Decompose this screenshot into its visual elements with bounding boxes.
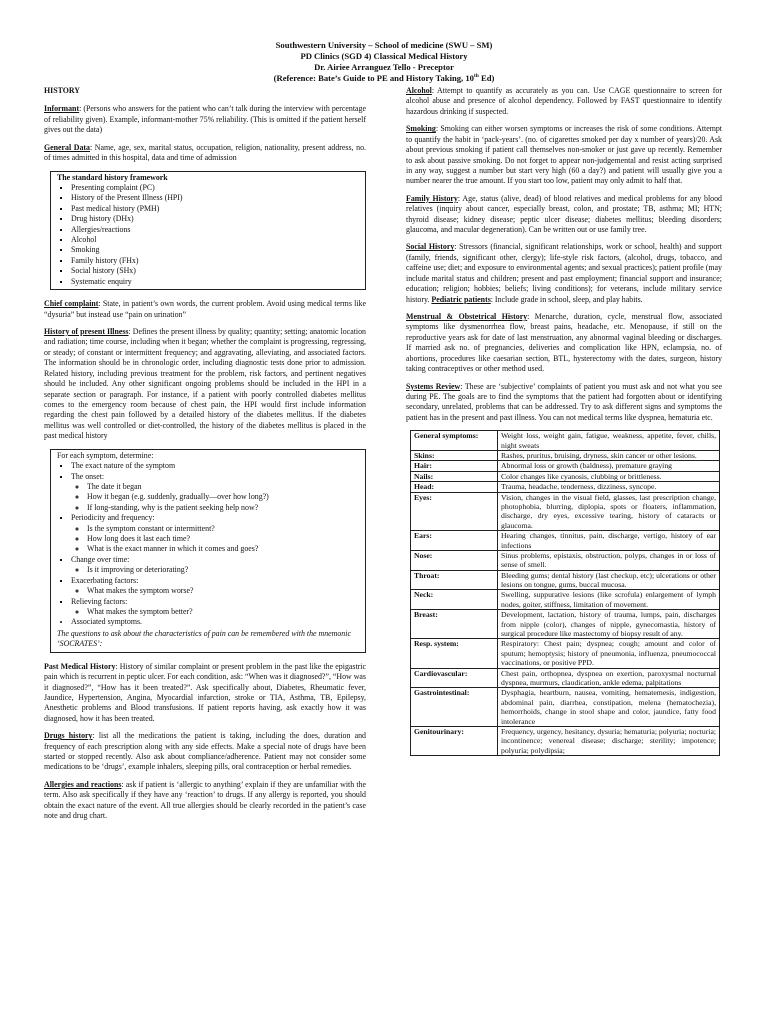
framework-item: ▪ Drug history (DHx) <box>71 214 359 224</box>
system-cell: General symptoms: <box>411 431 498 451</box>
exacerbating-sublist <box>71 586 359 596</box>
header-course: PD Clinics (SGD 4) Classical Medical History <box>300 50 468 61</box>
hpi-label: History of present Illness <box>44 327 129 337</box>
informant-label: Informant <box>44 104 80 114</box>
chief-complaint-label: Chief complaint <box>44 299 99 309</box>
family-history-label: Family History <box>406 193 458 203</box>
symptom-item-label: Change over time: <box>71 554 130 564</box>
general-data-text: : Name, age, sex, marital status, occupation, religion, nationality, present address, no. of times admitted in this hospital, data and time of admission <box>44 142 366 163</box>
onset-subitem: ◦ How it began (e.g. suddenly, gradually—over how long?) <box>87 492 359 502</box>
table-row <box>411 461 720 471</box>
smoking-label: Smoking <box>406 124 436 134</box>
allergies-label: Allergies and reactions <box>44 779 122 789</box>
header-reference: (Reference: Bate’s Guide to PE and History Taking, 10th Ed) <box>273 72 495 83</box>
system-cell: Hair: <box>411 461 498 471</box>
table-row <box>411 610 720 639</box>
table-row <box>411 590 720 610</box>
system-cell: Nails: <box>411 471 498 481</box>
table-row <box>411 570 720 590</box>
document-header <box>0 40 768 84</box>
symptom-box <box>50 449 366 653</box>
history-framework-box <box>50 171 366 291</box>
table-row <box>411 431 720 451</box>
symptom-item-label: Relieving factors: <box>71 596 128 606</box>
findings-cell: Bleeding gums; dental history (last checkup, etc); ulcerations or other lesions on tongue, gums, buccal mucosa. <box>498 570 720 590</box>
framework-item: ▪ History of the Present Illness (HPI) <box>71 193 359 203</box>
table-row <box>411 531 720 551</box>
findings-cell: Dysphagia, heartburn, nausea, vomiting, hematemesis, indigestion, abdominal pain, diarrhea, constipation, melena (hematochezia), hemorrhoids, change in stool shape and color, jaundice, fatty food intolerance <box>498 688 720 727</box>
chief-complaint-paragraph <box>44 299 366 320</box>
pmh-text: : History of similar complaint or present problem in the past like the epigastric pain which is recurrent in peptic ulcer. For each condition, ask: “When was it diagnosed?”, “How was it diagnosed?”, “How has it been treated?”. Ask specifically about, Diabetes, Rheumatic fever, Jaundice, Hypertension, Angina, Myocardial infarction, stroke or TIA, Asthma, TB, Epilepsy, Anesthetic problems and Blood transfusions. If patient reports having, ask exactly how it was diagnosed, how it has been treated. <box>44 661 366 723</box>
drugs-paragraph <box>44 731 366 773</box>
framework-item: ▪ Social history (SHx) <box>71 266 359 276</box>
system-cell: Throat: <box>411 570 498 590</box>
general-data-label: General Data <box>44 142 90 152</box>
symptom-item <box>71 576 359 597</box>
table-row <box>411 471 720 481</box>
table-row <box>411 726 720 755</box>
social-history-text: : Stressors (financial, significant relationships, work or school, health) and support (family, friends, significant other, clergy); life-style risk factors, (alcohol, drugs, tobacco, and caffeine use; diet; and exposure to environmental agents; and sexual practices); patient profile (may include marital status and children; present and past employment; financial support and insurance; education; religion; hobbies; beliefs; living conditions); for veterans, include military service history. <box>406 242 722 304</box>
table-row <box>411 688 720 727</box>
findings-cell: Abnormal loss or growth (baldness), premature graying <box>498 461 720 471</box>
symptom-item-label: Exacerbating factors: <box>71 575 139 585</box>
symptom-item: • Associated symptoms. <box>71 617 359 627</box>
framework-item: ▪ Systematic enquiry <box>71 277 359 287</box>
framework-list <box>57 183 359 287</box>
findings-cell: Development, lactation, history of trauma, lumps, pain, discharges from nipple (color), changes of nipple, gynecomastia, history of surgical procedure like mastectomy of biopsy result of any. <box>498 610 720 639</box>
smoking-text: : Smoking can either worsen symptoms or increases the risk of some conditions. Attempt to quantify the habit in ‘pack-years’. (no. of cigarettes smoked per day x number of years)/20. Ask about previous smoking if patient call themselves non-smoker or just gave up recently. Remember to ask about passive smoking. Do not forget to appear non-judgemental and resist acting surprised in any way, suggest a number but start very high (60 a day?) and patient will usually give you a number nearer the true amount. If you start too low, patient may only admit to half that. <box>406 124 722 186</box>
menstrual-label: Menstrual & Obstetrical History <box>406 312 528 322</box>
table-row <box>411 639 720 668</box>
framework-item: ▪ Presenting complaint (PC) <box>71 183 359 193</box>
onset-subitem: ◦ The date it began <box>87 482 359 492</box>
system-cell: Genitourinary: <box>411 726 498 755</box>
allergies-paragraph <box>44 780 366 822</box>
smoking-paragraph <box>406 124 722 187</box>
findings-cell: Vision, changes in the visual field, glasses, last prescription change, photophobia, blurring, diplopia, spots or floaters, inflammation, discharge, dry eyes, excessive tearing, history of cataracts or glaucoma. <box>498 492 720 531</box>
findings-cell: Color changes like cyanosis, clubbing or brittleness. <box>498 471 720 481</box>
hpi-paragraph <box>44 327 366 442</box>
left-column <box>44 86 366 829</box>
table-row <box>411 492 720 531</box>
alcohol-paragraph <box>406 86 722 117</box>
system-cell: Ears: <box>411 531 498 551</box>
socrates-note: The questions to ask about the characteristics of pain can be remembered with the mnemonic ‘SOCRATES’: <box>57 628 351 649</box>
framework-item: ▪ Allergies/reactions <box>71 225 359 235</box>
system-cell: Cardiovascular: <box>411 668 498 688</box>
symptom-intro: For each symptom, determine: <box>57 450 154 460</box>
findings-cell: Respiratory: Chest pain; dyspnea; cough; amount and color of sputum; hemoptysis; history of pneumonia, influenza, pneumococcal vaccinations, or positive PPD. <box>498 639 720 668</box>
symptom-item <box>71 513 359 555</box>
symptom-item-label: The onset: <box>71 471 105 481</box>
table-row <box>411 482 720 492</box>
findings-cell: Chest pain, orthopnea, dyspnea on exertion, paroxysmal nocturnal dyspnea, murmurs, claudication, ankle edema, palpitations <box>498 668 720 688</box>
hpi-text: : Defines the present illness by quality; quantity; setting; anatomic location and radiation; time course, including when it began; whether the complaint is progressing, regressing, or steady; of constant or intermittent frequency; and aggravating, alleviating, and associated factors. The information should be in chronologic order, including diagnostic tests done prior to admission. Related history, including previous treatment for the problem, risk factors, and pertinent negatives should be included. Any other significant ongoing problems should be included in the HPI in a separate section or paragraph. For instance, if a patient with poorly controlled diabetes mellitus comes to the emergency room because of chest pain, the HPI would first include information regarding the chest pain followed by a detailed history of the diabetes mellitus. If the diabetes mellitus was well controlled or diet-controlled, the history of the diabetes mellitus is placed in the past medical history <box>44 327 366 441</box>
systems-review-paragraph <box>406 382 722 424</box>
findings-cell: Swelling, suppurative lesions (like scrofula) enlargement of lymph nodes, goiter, stiffness, limitation of movement. <box>498 590 720 610</box>
drugs-label: Drugs history <box>44 731 93 741</box>
symptom-item: ▪ The exact nature of the symptom <box>71 461 359 471</box>
periodicity-subitem: ◦ What is the exact manner in which it comes and goes? <box>87 544 359 554</box>
informant-text: : (Persons who answers for the patient who can’t talk during the interview with percentage of reliability given). Example, informant-mother 75% reliability. (This is omitted if the patient herself gives out the data) <box>44 104 366 135</box>
change-subitem: ◦ Is it improving or deteriorating? <box>87 565 359 575</box>
system-cell: Gastrointestinal: <box>411 688 498 727</box>
informant-paragraph <box>44 104 366 135</box>
findings-cell: Trauma, headache, tenderness, dizziness, syncope. <box>498 482 720 492</box>
menstrual-paragraph <box>406 312 722 375</box>
allergies-text: : ask if patient is ‘allergic to anything’ explain if they are unfamiliar with the term. Also ask specifically if they have any ‘reaction’ to drugs. If any allergy is reported, you should obtain the exact nature of the event. All true allergies should be clearly recorded in the patient’s case note and drug chart. <box>44 779 366 821</box>
exacerbating-subitem: ◦ What makes the symptom worse? <box>87 586 359 596</box>
framework-item: ▪ Family history (FHx) <box>71 256 359 266</box>
system-cell: Resp. system: <box>411 639 498 668</box>
relieving-sublist <box>71 607 359 617</box>
social-history-label: Social History <box>406 242 455 252</box>
family-history-paragraph <box>406 194 722 236</box>
findings-cell: Frequency, urgency, hesitancy, dysuria; hematuria; polyuria; nocturia; incontinence; venereal disease; discharge; sterility; impotence; polyuria; polydipsia; <box>498 726 720 755</box>
history-title: HISTORY <box>44 86 80 95</box>
change-sublist <box>71 565 359 575</box>
system-cell: Nose: <box>411 550 498 570</box>
symptom-list <box>57 461 359 617</box>
symptom-item-label: Periodicity and frequency: <box>71 513 155 523</box>
menstrual-text: : Menarche, duration, cycle, menstrual flow, associated symptoms like dysmenorrhea flow, breast pains, headache, etc. Menopause, if still on the reproductive years ask for date of last menstruation, any abnormal vaginal bleeding or discharges. If married ask no. of pregnancies, deliveries and complication like HPN, eclampsia, no. of abortions, procedures like caesarian section, BTL, hysterectomy with the dates, surgeon, history taking contraceptives or other method used. <box>406 312 722 374</box>
pediatric-text: : Include grade in school, sleep, and play habits. <box>490 294 643 304</box>
pmh-paragraph <box>44 662 366 725</box>
framework-item: ▪ Alcohol <box>71 235 359 245</box>
alcohol-label: Alcohol <box>406 86 432 95</box>
system-cell: Eyes: <box>411 492 498 531</box>
symptom-item <box>71 597 359 618</box>
findings-cell: Hearing changes, tinnitus, pain, discharge, vertigo, history of ear infections <box>498 531 720 551</box>
pmh-label: Past Medical History <box>44 661 116 671</box>
review-of-systems-table <box>410 430 720 756</box>
periodicity-sublist <box>71 524 359 555</box>
periodicity-subitem: ◦ How long does it last each time? <box>87 534 359 544</box>
table-row <box>411 451 720 461</box>
periodicity-subitem: ◦ Is the symptom constant or intermittent? <box>87 524 359 534</box>
framework-title: The standard history framework <box>57 172 168 182</box>
system-cell: Breast: <box>411 610 498 639</box>
relieving-subitem: ◦ What makes the symptom better? <box>87 607 359 617</box>
chief-complaint-text: : State, in patient’s own words, the current problem. Avoid using medical terms like “dysuria” but instead use “pain on urination” <box>44 299 366 319</box>
table-row <box>411 668 720 688</box>
header-preceptor: Dr. Airiee Arranguez Tello - Preceptor <box>314 61 454 72</box>
associated-list <box>57 617 359 627</box>
onset-subitem: ◦ If long-standing, why is the patient seeking help now? <box>87 503 359 513</box>
findings-cell: Sinus problems, epistaxis, obstruction, polyps, changes in or loss of sense of smell. <box>498 550 720 570</box>
header-university: Southwestern University – School of medicine (SWU – SM) <box>275 40 493 50</box>
general-data-paragraph <box>44 143 366 164</box>
symptom-item <box>71 555 359 576</box>
findings-cell: Rashes, pruritus, bruising, dryness, skin cancer or other lesions. <box>498 451 720 461</box>
framework-item: ▪ Past medical history (PMH) <box>71 204 359 214</box>
drugs-text: : list all the medications the patient is taking, including the does, duration and frequency of each prescription along with any side effects. Make a special note of drugs have been started or stopped recently. Also ask about compliance/adherence. Patient may not consider some medications to be ‘drugs’, example inhalers, sleeping pills, oral contraception or herbal remedies. <box>44 731 367 772</box>
alcohol-text: : Attempt to quantify as accurately as you can. Use CAGE questionnaire to screen for alcohol abuse and presence of alcohol dependency. Followed by FAST questionnaire to identify hazardous drinking if suspected. <box>406 86 722 116</box>
system-cell: Head: <box>411 482 498 492</box>
findings-cell: Weight loss, weight gain, fatigue, weakness, appetite, fever, chills, night sweats <box>498 431 720 451</box>
pediatric-label: Pediatric patients <box>431 294 491 304</box>
table-row <box>411 550 720 570</box>
systems-review-text: : These are ‘subjective’ complaints of patient you must ask and not what you see during PE. The goals are to find the symptoms that the patient had forgotten about or identifying secondary, unrelated, problems that can be addressed. Try to ask different signs and symptoms the patient has in the present and past illness. You can not medical terms like dyspnea, hematuria etc. <box>406 381 722 422</box>
system-cell: Neck: <box>411 590 498 610</box>
system-cell: Skins: <box>411 451 498 461</box>
systems-review-label: Systems Review <box>406 381 461 391</box>
symptom-item <box>71 472 359 514</box>
onset-sublist <box>71 482 359 513</box>
social-history-paragraph <box>406 242 722 305</box>
family-history-text: : Age, status (alive, dead) of blood relatives and medical problems for any blood relatives (inquiry about cancer, especially breast, colon, and prostate; TB, asthma; MI; HTN; thyroid disease; kidney disease; peptic ulcer disease; diabetes mellitus; bleeding disorders; glaucoma, and macular degeneration). Can be written out or use family tree. <box>406 193 723 235</box>
right-column <box>406 86 722 756</box>
framework-item: ▪ Smoking <box>71 245 359 255</box>
